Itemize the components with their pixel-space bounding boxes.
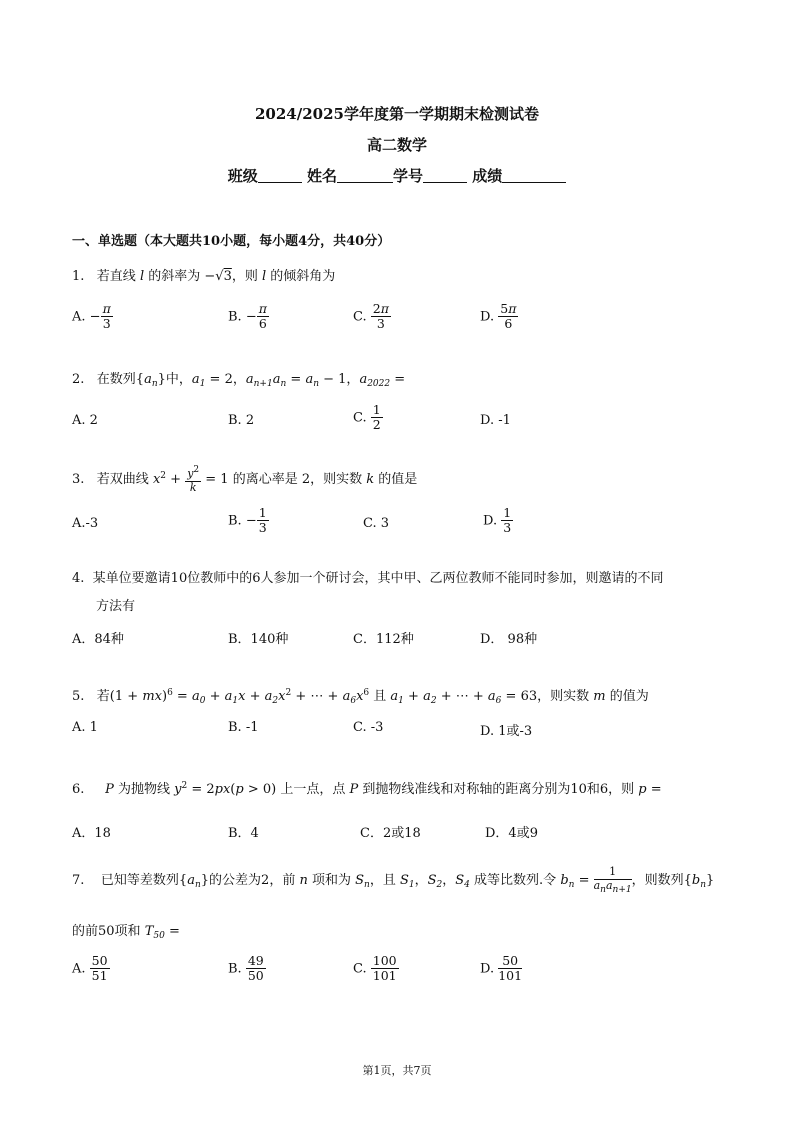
q7-option-a[interactable]: A. $\frac{50}{51}$ [72, 953, 108, 984]
question-4-cont: 方法有 [96, 599, 136, 614]
field-id-label: 学号 [393, 167, 424, 185]
info-line [0, 165, 794, 186]
q2-option-b[interactable]: B. 2 [228, 413, 255, 428]
q4-option-a[interactable]: A．84种 [72, 632, 124, 647]
q1-option-c[interactable]: C. $\frac{2\pi}{3}$ [353, 301, 389, 332]
q5-option-a[interactable]: A. 1 [72, 720, 98, 735]
q6-option-d[interactable]: D．4或9 [485, 826, 538, 841]
q7-option-b[interactable]: B. $\frac{49}{50}$ [228, 953, 264, 984]
q1-option-d[interactable]: D. $\frac{5\pi}{6}$ [480, 301, 517, 332]
q1-option-b[interactable]: B. − $\frac{\pi}{6}$ [228, 301, 267, 332]
q3-option-d[interactable]: D. $\frac{1}{3}$ [483, 505, 512, 536]
question-1: 1. 若直线 l 的斜率为 −√3，则 l 的倾斜角为 [72, 269, 336, 284]
q4-option-d[interactable]: D． 98种 [480, 632, 538, 647]
subject-title: 高二数学 [366, 136, 427, 154]
q6-option-b[interactable]: B．4 [228, 826, 259, 841]
question-2: 2. 在数列$\{a_n\}$中，$a_1 = 2$，$a_{n+1}a_n = a_n - 1$，$a_{2022}$ = [72, 372, 406, 389]
score-blank [502, 168, 566, 183]
page-footer: 第1页，共7页 [362, 1064, 432, 1077]
field-score-label: 成绩 [472, 167, 503, 185]
exam-title: 2024/2025学年度第一学期期末检测试卷 [255, 105, 539, 123]
q2-option-a[interactable]: A. 2 [72, 413, 98, 428]
q1-option-a[interactable]: A. − $\frac{\pi}{3}$ [72, 301, 111, 332]
q6-option-a[interactable]: A．18 [72, 826, 111, 841]
q3-option-b[interactable]: B. − $\frac{1}{3}$ [228, 505, 267, 536]
q2-option-d[interactable]: D. -1 [480, 413, 511, 428]
q2-option-c[interactable]: C. $\frac{1}{2}$ [353, 402, 381, 433]
field-name-label: 姓名 [306, 167, 337, 185]
q5-option-b[interactable]: B. -1 [228, 720, 259, 735]
question-7: 7. 已知等差数列$\{a_n\}$的公差为2，前 n 项和为 $S_n$，且 $S_1$，$S_2$，$S_4$ 成等比数列.令 $b_n$ = $\frac{1}{a_na_{n+1}}$ ，则数列$\{b_n\}$ [72, 865, 715, 895]
class-blank [258, 168, 302, 183]
q3-option-a[interactable]: A.-3 [72, 516, 99, 531]
question-3: 3. 若双曲线 $x^2$ + $\frac{y^2}{k}$ = 1 的离心率是 2，则实数 k 的值是 [72, 465, 418, 494]
section-title: 一、单选题（本大题共10小题，每小题4分，共40分） [72, 234, 391, 249]
question-4: 4. 某单位要邀请10位教师中的6人参加一个研讨会，其中甲、乙两位教师不能同时参加，则邀请的不同 [72, 571, 664, 586]
q6-option-c[interactable]: C．2或18 [360, 826, 421, 841]
q3-option-c[interactable]: C. 3 [363, 516, 390, 531]
id-blank [423, 168, 467, 183]
field-class-label: 班级 [227, 167, 258, 185]
question-6: 6. P 为抛物线 $y^2 = 2px(p > 0)$ 上一点，点 P 到抛物线准线和对称轴的距离分别为10和6，则 p = [72, 781, 662, 797]
name-blank [337, 168, 393, 183]
q7-option-d[interactable]: D. $\frac{50}{101}$ [480, 953, 523, 984]
q5-option-c[interactable]: C. -3 [353, 720, 384, 735]
q5-option-d[interactable]: D. 1或-3 [480, 724, 533, 739]
q7-option-c[interactable]: C. $\frac{100}{101}$ [353, 953, 397, 984]
q4-option-b[interactable]: B．140种 [228, 632, 289, 647]
q4-option-c[interactable]: C．112种 [353, 632, 414, 647]
question-7-cont: 的前50项和 $T_{50}$ = [72, 924, 180, 941]
question-5: 5. 若$(1 + mx)^6 = a_0 + a_1x + a_2x^2$ + ⋯ + $a_6x^6$ 且 $a_1 + a_2$ + ⋯ + $a_6 = 63$，则实数 m 的值为 [72, 688, 649, 706]
